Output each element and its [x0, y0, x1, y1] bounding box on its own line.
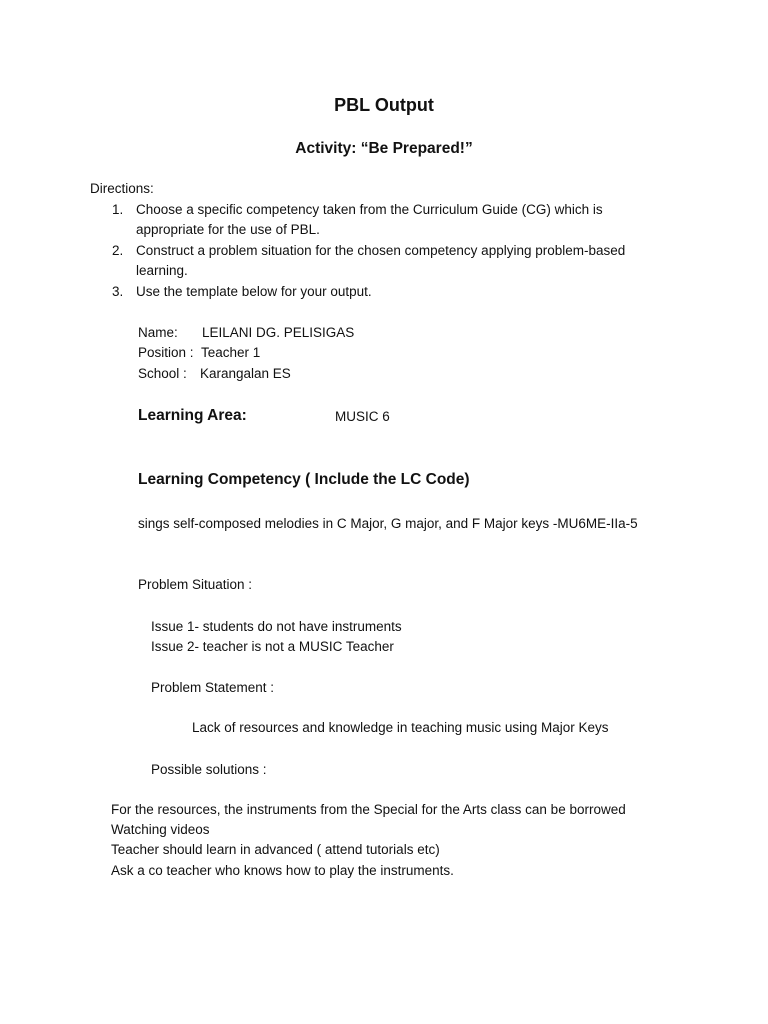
school-value: Karangalan ES — [200, 366, 291, 381]
solution-item: Teacher should learn in advanced ( attend tutorials etc) — [111, 842, 440, 857]
solution-item: For the resources, the instruments from the Special for the Arts class can be borrowed — [111, 802, 626, 817]
name-value: LEILANI DG. PELISIGAS — [202, 325, 355, 340]
problem-statement-text: Lack of resources and knowledge in teaching music using Major Keys — [192, 720, 609, 735]
problem-situation-label: Problem Situation : — [138, 577, 253, 592]
school-label: School : — [138, 366, 187, 381]
directions-label: Directions: — [90, 181, 154, 196]
issue-item: Issue 2- teacher is not a MUSIC Teacher — [151, 639, 394, 654]
position-label: Position : — [138, 345, 194, 360]
learning-area-label: Learning Area: — [138, 407, 247, 424]
direction-number: 2. — [112, 243, 124, 258]
document-title: PBL Output — [334, 95, 434, 115]
activity-subtitle: Activity: “Be Prepared!” — [295, 140, 473, 157]
direction-text: Choose a specific competency taken from the Curriculum Guide (CG) which is — [136, 202, 603, 217]
direction-text: Use the template below for your output. — [136, 284, 372, 299]
learning-competency-text: sings self-composed melodies in C Major, G major, and F Major keys -MU6ME-IIa-5 — [138, 516, 638, 531]
possible-solutions-label: Possible solutions : — [151, 762, 267, 777]
solution-item: Ask a co teacher who knows how to play the instruments. — [111, 863, 454, 878]
problem-statement-label: Problem Statement : — [151, 680, 275, 695]
learning-area-value: MUSIC 6 — [335, 409, 390, 424]
direction-text: Construct a problem situation for the chosen competency applying problem-based — [136, 243, 626, 258]
direction-number: 3. — [112, 284, 124, 299]
direction-number: 1. — [112, 202, 124, 217]
issue-item: Issue 1- students do not have instruments — [151, 619, 402, 634]
direction-text: learning. — [136, 263, 188, 278]
position-value: Teacher 1 — [201, 345, 261, 360]
direction-text: appropriate for the use of PBL. — [136, 222, 320, 237]
name-label: Name: — [138, 325, 178, 340]
solution-item: Watching videos — [111, 822, 210, 837]
learning-competency-heading: Learning Competency ( Include the LC Code) — [138, 471, 470, 488]
